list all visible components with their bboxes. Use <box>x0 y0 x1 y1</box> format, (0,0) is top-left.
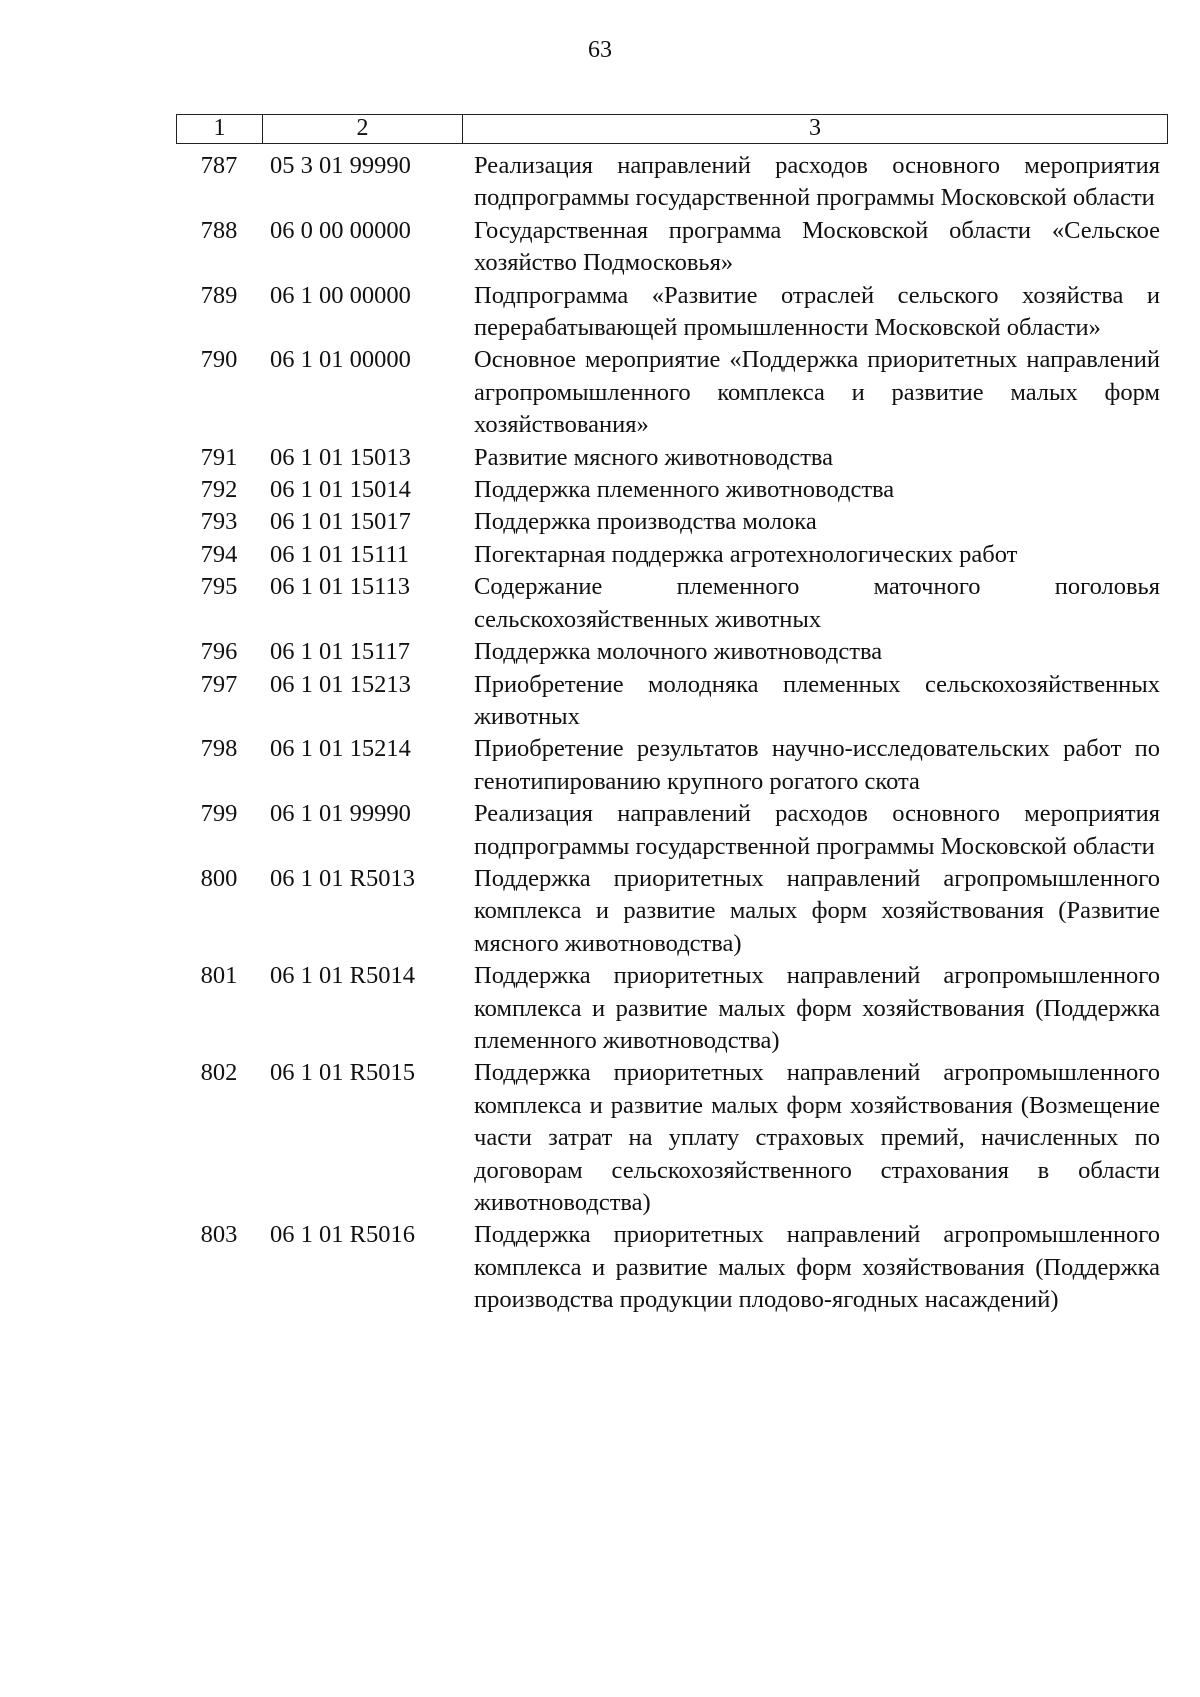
row-description: Погектарная поддержка агротехнологических работ <box>474 540 1018 568</box>
row-number: 800 <box>200 864 238 892</box>
row-description: Поддержка приоритетных направлений агропромышленного комплекса и развитие малых форм хозяйствования (Поддержка производства продукции плодово-ягодных насаждений) <box>474 1221 1160 1314</box>
row-code: 06 1 01 15014 <box>270 476 411 504</box>
row-description: Поддержка производства молока <box>474 508 817 536</box>
row-number: 793 <box>200 508 238 536</box>
row-number: 790 <box>200 346 238 374</box>
row-number: 789 <box>200 281 238 309</box>
row-number: 792 <box>200 476 238 504</box>
row-code: 06 0 00 00000 <box>270 216 411 244</box>
table-body <box>176 150 1168 1317</box>
row-number: 802 <box>200 1059 238 1087</box>
table-row <box>176 571 1168 636</box>
row-number: 803 <box>200 1221 238 1249</box>
row-code: 05 3 01 99990 <box>270 152 411 179</box>
row-description: Поддержка племенного животноводства <box>474 476 895 504</box>
table-row <box>176 506 1168 538</box>
table-row <box>176 636 1168 668</box>
row-code: 06 1 01 15117 <box>270 638 410 666</box>
table-row <box>176 280 1168 345</box>
row-code: 06 1 01 99990 <box>270 800 411 828</box>
row-code: 06 1 01 15214 <box>270 735 411 763</box>
table-row <box>176 798 1168 863</box>
row-code: 06 1 01 15111 <box>270 540 410 568</box>
row-description: Содержание племенного маточного поголовья сельскохозяйственных животных <box>474 573 1160 633</box>
table-row <box>176 1057 1168 1219</box>
table-row <box>176 215 1168 280</box>
row-code: 06 1 00 00000 <box>270 281 411 309</box>
row-description: Подпрограмма «Развитие отраслей сельского хозяйства и перерабатывающей промышленности Московской области» <box>474 281 1160 342</box>
row-description: Развитие мясного животноводства <box>474 443 834 471</box>
row-number: 801 <box>200 962 238 990</box>
row-description: Основное мероприятие «Поддержка приоритетных направлений агропромышленного комплекса и развитие малых форм хозяйствования» <box>474 346 1160 439</box>
row-number: 797 <box>200 670 238 698</box>
row-code: 06 1 01 R5013 <box>270 864 415 892</box>
row-description: Поддержка приоритетных направлений агропромышленного комплекса и развитие малых форм хозяйствования (Развитие мясного животноводства) <box>474 864 1160 957</box>
row-number: 796 <box>200 638 238 666</box>
row-description: Государственная программа Московской области «Сельское хозяйство Подмосковья» <box>474 216 1160 277</box>
row-number: 795 <box>200 573 238 601</box>
row-code: 06 1 01 R5015 <box>270 1059 415 1087</box>
page-number: 63 <box>588 37 612 63</box>
table-header <box>176 114 1168 144</box>
row-description: Поддержка молочного животноводства <box>474 638 883 666</box>
header-col-1: 1 <box>177 115 263 143</box>
row-description: Приобретение результатов научно-исследовательских работ по генотипированию крупного рогатого скота <box>474 735 1160 795</box>
table-row <box>176 150 1168 215</box>
table-row <box>176 474 1168 506</box>
row-number: 794 <box>200 540 238 568</box>
table-row <box>176 960 1168 1057</box>
table-row <box>176 1219 1168 1316</box>
row-description: Реализация направлений расходов основного мероприятия подпрограммы государственной программы Московской области <box>474 800 1160 860</box>
row-description: Реализация направлений расходов основного мероприятия подпрограммы государственной программы Московской области <box>474 152 1160 212</box>
row-code: 06 1 01 15213 <box>270 670 411 698</box>
table-row <box>176 669 1168 734</box>
row-number: 791 <box>200 443 238 471</box>
row-code: 06 1 01 R5016 <box>270 1221 415 1249</box>
row-description: Приобретение молодняка племенных сельскохозяйственных животных <box>474 670 1160 730</box>
row-code: 06 1 01 15017 <box>270 508 411 536</box>
row-code: 06 1 01 15113 <box>270 573 410 601</box>
row-code: 06 1 01 15013 <box>270 443 411 471</box>
row-description: Поддержка приоритетных направлений агропромышленного комплекса и развитие малых форм хозяйствования (Поддержка племенного животноводства) <box>474 962 1160 1054</box>
header-col-3: 3 <box>809 115 821 141</box>
header-col-2: 2 <box>263 115 463 143</box>
table-row <box>176 442 1168 474</box>
row-number: 798 <box>200 735 238 763</box>
table-row <box>176 733 1168 798</box>
row-number: 787 <box>200 152 238 179</box>
table-row <box>176 539 1168 571</box>
table-row <box>176 863 1168 960</box>
row-code: 06 1 01 R5014 <box>270 962 415 990</box>
row-code: 06 1 01 00000 <box>270 346 411 374</box>
table-row <box>176 344 1168 441</box>
row-number: 788 <box>200 216 238 244</box>
row-number: 799 <box>200 800 238 828</box>
row-description: Поддержка приоритетных направлений агропромышленного комплекса и развитие малых форм хозяйствования (Возмещение части затрат на уплату страховых премий, начисленных по договорам сельскохозяйственного страхования в области животноводства) <box>474 1059 1160 1216</box>
